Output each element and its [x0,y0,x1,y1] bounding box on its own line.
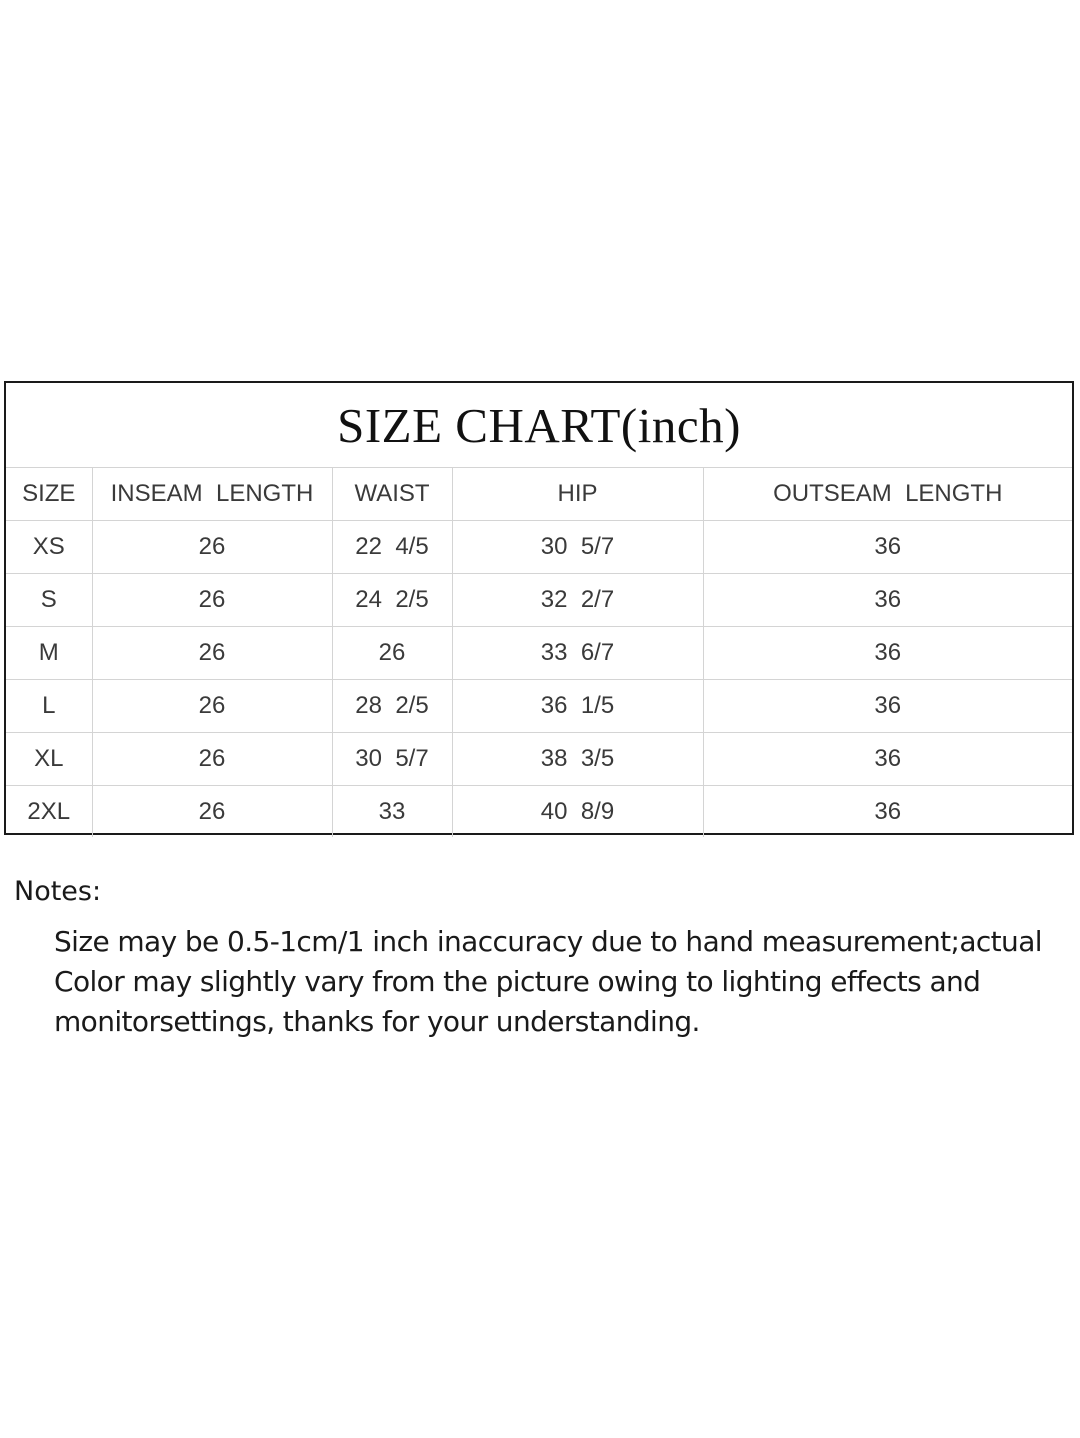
cell-size: S [6,574,92,627]
table-row [6,680,1072,733]
cell-outseam: 36 [703,733,1072,786]
cell-waist: 28 2/5 [332,680,452,733]
cell-hip: 38 3/5 [452,733,703,786]
cell-outseam: 36 [703,680,1072,733]
cell-size: M [6,627,92,680]
notes-text: Size may be 0.5-1cm/1 inch inaccuracy due to hand measurement;actual Color may slightly vary from the picture owing to lighting effects and monitorsettings, thanks for your understanding. [54,925,1042,1038]
cell-size: XS [6,521,92,574]
notes-section [14,872,1064,1042]
size-table [6,467,1072,837]
table-row [6,574,1072,627]
cell-waist: 33 [332,786,452,838]
table-row [6,786,1072,838]
cell-hip: 30 5/7 [452,521,703,574]
cell-hip: 36 1/5 [452,680,703,733]
cell-outseam: 36 [703,574,1072,627]
header-hip: HIP [452,468,703,521]
table-row [6,733,1072,786]
header-inseam-length: INSEAM LENGTH [92,468,332,521]
chart-title: SIZE CHART(inch) [337,397,741,453]
cell-hip: 40 8/9 [452,786,703,838]
cell-waist: 24 2/5 [332,574,452,627]
notes-label: Notes: [14,876,102,907]
cell-inseam: 26 [92,574,332,627]
cell-inseam: 26 [92,627,332,680]
cell-waist: 30 5/7 [332,733,452,786]
cell-outseam: 36 [703,521,1072,574]
cell-inseam: 26 [92,733,332,786]
cell-waist: 22 4/5 [332,521,452,574]
header-size: SIZE [6,468,92,521]
cell-outseam: 36 [703,627,1072,680]
cell-inseam: 26 [92,521,332,574]
table-header-row [6,468,1072,521]
cell-hip: 33 6/7 [452,627,703,680]
table-row [6,521,1072,574]
cell-size: L [6,680,92,733]
header-outseam-length: OUTSEAM LENGTH [703,468,1072,521]
cell-size: 2XL [6,786,92,838]
cell-waist: 26 [332,627,452,680]
cell-inseam: 26 [92,786,332,838]
table-row [6,627,1072,680]
cell-size: XL [6,733,92,786]
cell-hip: 32 2/7 [452,574,703,627]
header-waist: WAIST [332,468,452,521]
size-chart [4,381,1074,835]
cell-inseam: 26 [92,680,332,733]
cell-outseam: 36 [703,786,1072,838]
